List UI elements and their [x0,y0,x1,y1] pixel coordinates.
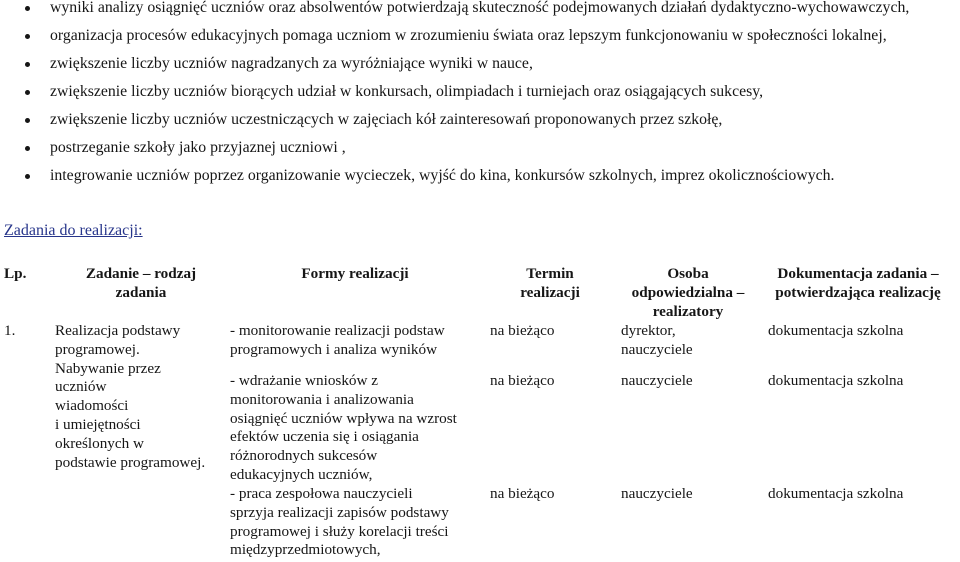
cell-responsible [621,322,693,360]
list-item [0,78,909,106]
list-item-text: integrowanie uczniów poprzez organizowanie wycieczek, wyjść do kina, konkursów szkolnych, imprez okolicznościowych. [50,167,835,184]
bullet-icon [25,6,30,11]
forms-line: sprzyja realizacji zapisów podstawy [230,503,449,521]
bullet-icon [25,34,30,39]
bullet-icon [25,146,30,151]
cell-forms [230,372,457,485]
responsible-line: nauczyciele [621,340,693,358]
header-lp [4,265,26,284]
deadline-text: na bieżąco [490,485,555,502]
cell-deadline [490,485,555,504]
header-forms [255,265,455,284]
header-line: Zadanie – rodzaj [85,265,197,282]
task-line: programowej. [55,340,140,358]
list-item-text: zwiększenie liczby uczniów nagradzanych za wyróżniające wyniki w nauce, [50,55,533,72]
list-item-text: organizacja procesów edukacyjnych pomaga uczniom w zrozumieniu świata oraz lepszym funkcjonowaniu w społeczności lokalnej, [50,27,887,44]
list-item-text: wyniki analizy osiągnięć uczniów oraz absolwentów potwierdzają skuteczność podejmowanych działań dydaktyczno-wychowawczych, [50,0,910,16]
forms-line: efektów uczenia się i osiągania [230,428,419,446]
deadline-text: na bieżąco [490,372,555,389]
responsible-line: nauczyciele [621,485,693,502]
list-item [0,106,909,134]
outcomes-list [0,0,909,190]
header-line: odpowiedzialna – [631,283,745,301]
documentation-text: dokumentacja szkolna [768,322,904,339]
forms-line: różnorodnych sukcesów [230,447,378,465]
bullet-icon [25,62,30,67]
list-item [0,162,909,190]
header-deadline [490,265,610,303]
header-line: Termin [526,265,574,282]
deadline-text: na bieżąco [490,322,555,339]
forms-line: osiągnięć uczniów wpływa na wzrost [230,409,457,427]
bullet-icon [25,90,30,95]
header-line: Formy realizacji [301,265,409,282]
task-line: wiadomości [55,397,129,415]
forms-line: programowych i analiza wyników [230,340,438,358]
cell-lp [4,322,15,341]
cell-forms [230,485,449,560]
cell-task [55,322,205,472]
cell-deadline [490,372,555,391]
task-line: podstawie programowej. [55,453,206,471]
task-line: i umiejętności [55,415,141,433]
bullet-icon [25,118,30,123]
header-line: realizacji [520,283,580,301]
header-line: realizatory [652,302,724,320]
header-line: zadania [115,283,167,301]
documentation-text: dokumentacja szkolna [768,485,904,502]
forms-line: - monitorowanie realizacji podstaw [230,322,445,339]
forms-line: - praca zespołowa nauczycieli [230,485,413,502]
list-item-text: zwiększenie liczby uczniów biorących udział w konkursach, olimpiadach i turniejach oraz osiągających sukcesy, [50,83,764,100]
bullet-icon [25,174,30,179]
list-item [0,134,909,162]
header-line: Dokumentacja zadania – [777,265,939,282]
responsible-line: dyrektor, [621,322,676,339]
forms-line: programowej i służy korelacji treści [230,522,449,540]
task-line: określonych w [55,434,144,452]
section-heading: Zadania do realizacji: [4,222,143,239]
documentation-text: dokumentacja szkolna [768,372,904,389]
list-item-text: postrzeganie szkoły jako przyjaznej uczniowi , [50,139,346,156]
list-item [0,0,909,22]
task-line: Realizacja podstawy [55,322,181,339]
cell-deadline [490,322,555,341]
forms-line: monitorowania i analizowania [230,390,414,408]
header-documentation [766,265,950,303]
forms-line: edukacyjnych uczniów, [230,465,373,483]
cell-documentation [768,322,903,341]
cell-documentation [768,372,903,391]
list-item [0,50,909,78]
list-item-text: zwiększenie liczby uczniów uczestniczących w zajęciach kół zainteresowań proponowanych przez szkołę, [50,111,723,128]
row-number: 1. [4,322,16,339]
header-line: Osoba [667,265,709,282]
list-item [0,22,909,50]
header-line: Lp. [4,265,27,282]
cell-forms [230,322,445,360]
forms-line: - wdrażanie wniosków z [230,372,379,389]
header-task [60,265,222,303]
responsible-line: nauczyciele [621,372,693,389]
header-line: potwierdzająca realizację [775,283,941,301]
cell-responsible [621,372,693,391]
cell-documentation [768,485,903,504]
cell-responsible [621,485,693,504]
header-responsible [618,265,758,321]
task-line: uczniów [55,378,107,396]
forms-line: międzyprzedmiotowych, [230,541,381,559]
task-line: Nabywanie przez [55,359,161,377]
